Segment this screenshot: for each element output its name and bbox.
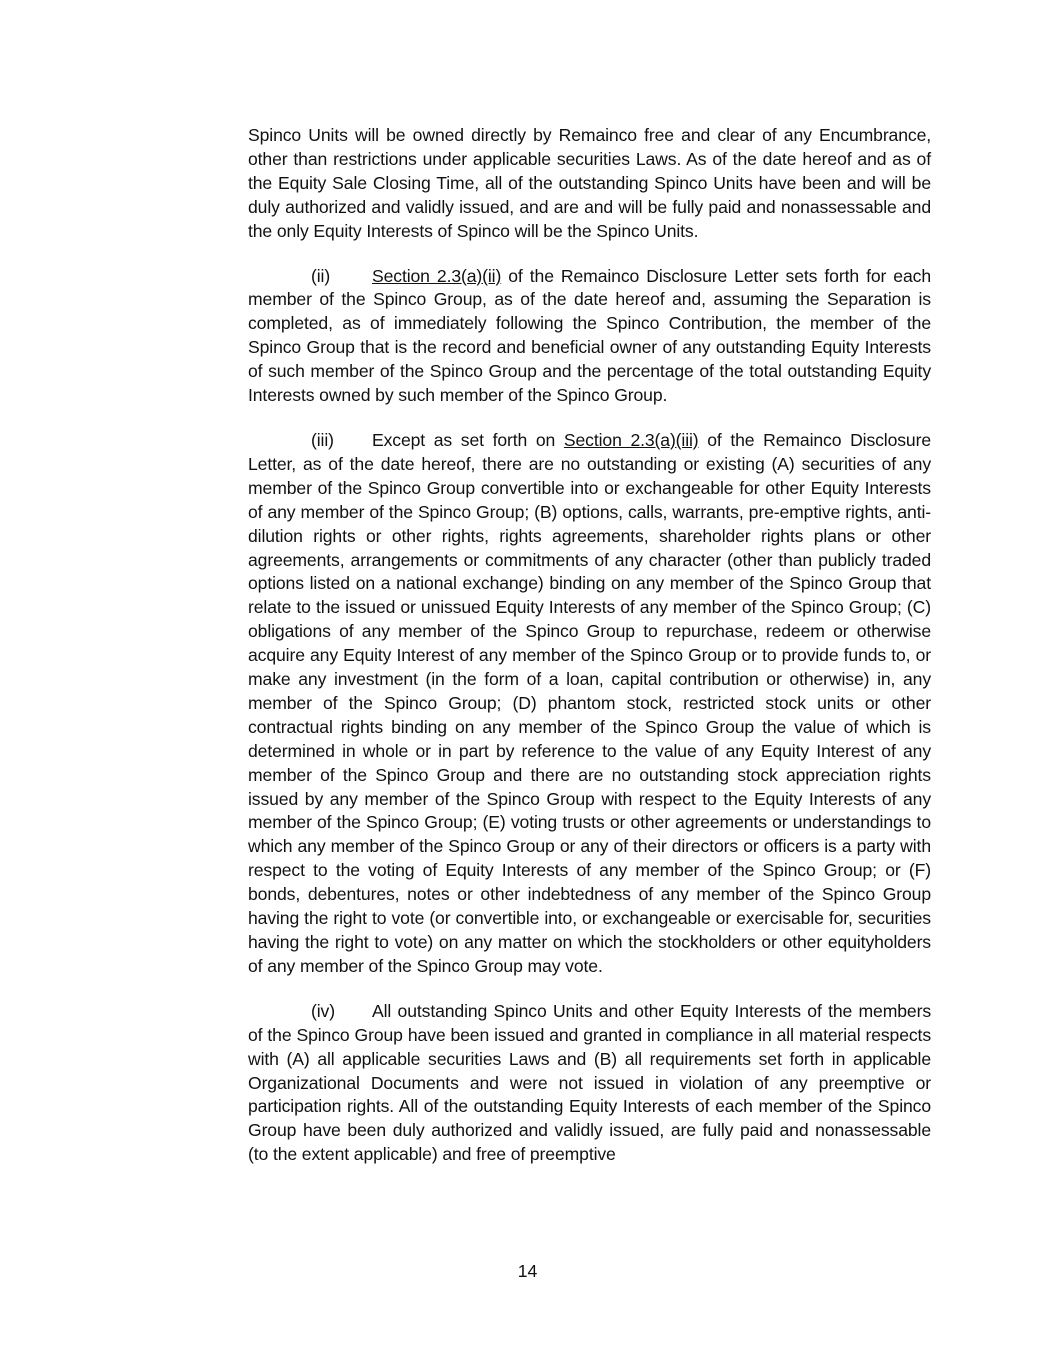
paragraph-number: (iv) [311, 1000, 335, 1021]
paragraph-text-pre: Except as set forth on [372, 429, 564, 450]
page-number: 14 [517, 1261, 538, 1281]
section-reference: Section 2.3(a)(iii) [563, 429, 699, 450]
paragraph-text: of the Remainco Disclosure Letter, as of the date hereof, there are no outstanding or existing (A) securities of any member of the Spinco Group convertible into or exchangeable for other Equity Interests of any member of the Spinco Group; (B) options, calls, warrants, pre-emptive rights, anti-dilution rights or other rights, rights agreements, shareholder rights plans or other agreements, arrangements or commitments of any character (other than publicly traded options listed on a national exchange) binding on any member of the Spinco Group that relate to the issued or unissued Equity Interests of any member of the Spinco Group; (C) obligations of any member of the Spinco Group to repurchase, redeem or otherwise acquire any Equity Interest of any member of the Spinco Group or to provide funds to, or make any investment (in the form of a loan, capital contribution or otherwise) in, any member of the Spinco Group; (D) phantom stock, restricted stock units or other contractual rights binding on any member of the Spinco Group the value of which is determined in whole or in part by reference to the value of any Equity Interest of any member of the Spinco Group and there are no outstanding stock appreciation rights issued by any member of the Spinco Group with respect to the Equity Interests of any member of the Spinco Group; (E) voting trusts or other agreements or understandings to which any member of the Spinco Group or any of their directors or officers is a party with respect to the voting of Equity Interests of any member of the Spinco Group; or (F) bonds, debentures, notes or other indebtedness of any member of the Spinco Group having the right to vote (or convertible into, or exchangeable or exercisable for, securities having the right to vote) on any matter on which the stockholders or other equityholders of any member of the Spinco Group may vote. [248, 429, 931, 976]
document-body [248, 124, 931, 1188]
paragraph-number: (ii) [311, 265, 331, 286]
paragraph-ii [248, 265, 931, 408]
paragraph-iv [248, 1000, 931, 1167]
paragraph-number: (iii) [311, 429, 334, 450]
paragraph-text: All outstanding Spinco Units and other Equity Interests of the members of the Spinco Group have been issued and granted in compliance in all material respects with (A) all applicable securities Laws and (B) all requirements set forth in applicable Organizational Documents and were not issued in violation of any preemptive or participation rights. All of the outstanding Equity Interests of each member of the Spinco Group have been duly authorized and validly issued, are fully paid and nonassessable (to the extent applicable) and free of preemptive [248, 1000, 931, 1165]
paragraph-iii [248, 429, 931, 979]
paragraph-text: of the Remainco Disclosure Letter sets forth for each member of the Spinco Group, as of the date hereof and, assuming the Separation is completed, as of immediately following the Spinco Contribution, the member of the Spinco Group that is the record and beneficial owner of any outstanding Equity Interests of such member of the Spinco Group and the percentage of the total outstanding Equity Interests owned by such member of the Spinco Group. [248, 265, 931, 406]
section-reference: Section 2.3(a)(ii) [372, 265, 502, 286]
paragraph-continuation: Spinco Units will be owned directly by Remainco free and clear of any Encumbrance, other than restrictions under applicable securities Laws. As of the date hereof and as of the Equity Sale Closing Time, all of the outstanding Spinco Units have been and will be duly authorized and validly issued, and are and will be fully paid and nonassessable and the only Equity Interests of Spinco will be the Spinco Units. [248, 125, 931, 241]
